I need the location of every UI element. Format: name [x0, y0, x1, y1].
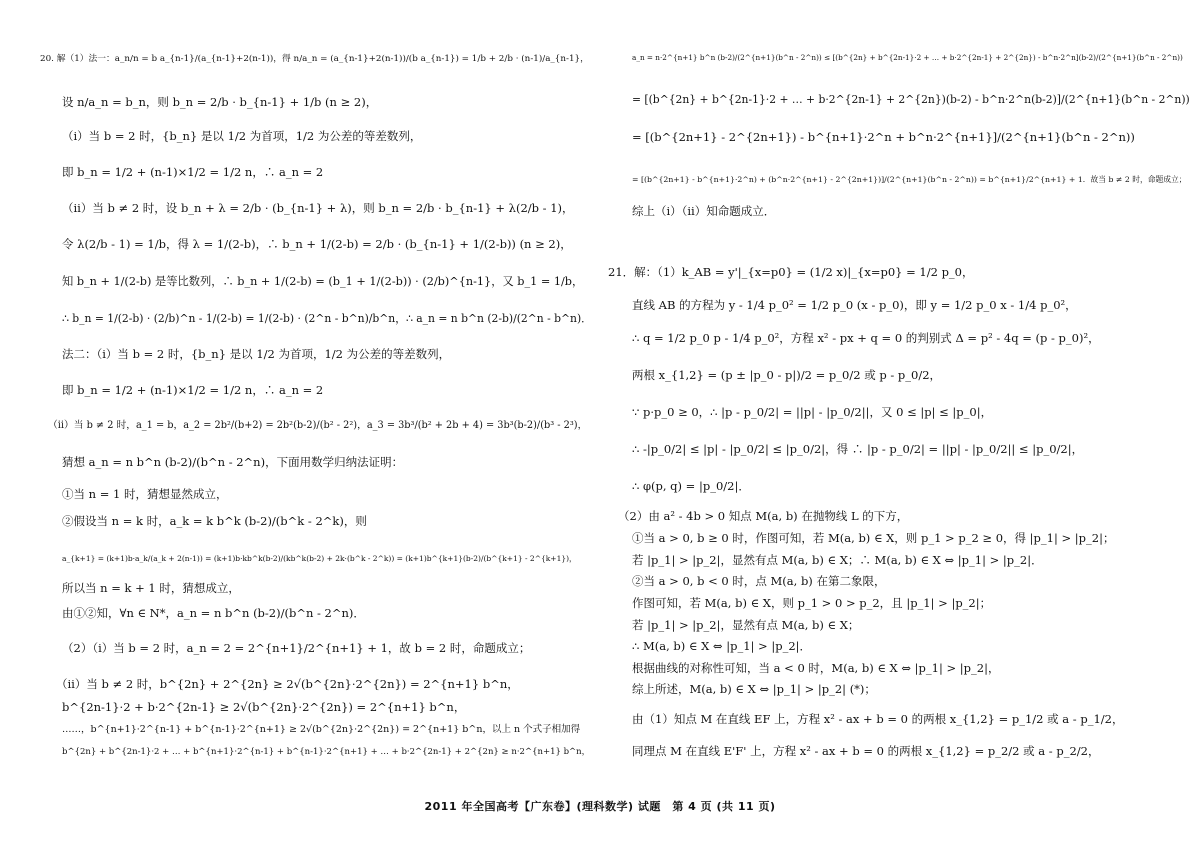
text-line: = [(b^{2n+1} - b^{n+1}·2^n) + (b^n·2^{n+1} - 2^{2n+1})]/(2^{n+1}(b^n - 2^n)) = b^{n+1}/2^{n+1} + 1．故当 b ≠ 2 时，命题成立；: [632, 175, 1187, 184]
text-line: 即 b_n = 1/2 + (n-1)×1/2 = 1/2 n，∴ a_n = 2: [62, 165, 324, 179]
text-line: = [(b^{2n+1} - 2^{2n+1}) - b^{n+1}·2^n + b^n·2^{n+1}]/(2^{n+1}(b^n - 2^n)): [632, 130, 1135, 144]
text-line: 直线 AB 的方程为 y - 1/4 p_0² = 1/2 p_0 (x - p_0)，即 y = 1/2 p_0 x - 1/4 p_0²，: [632, 298, 1077, 312]
text-line: 综上所述，M(a, b) ∈ X ⇔ |p_1| > |p_2| (*)；: [632, 682, 876, 696]
text-line: 作图可知，若 M(a, b) ∈ X，则 p_1 > 0 > p_2，且 |p_1| > |p_2|；: [632, 596, 992, 610]
text-line: ②假设当 n = k 时，a_k = k b^k (b-2)/(b^k - 2^k)，则: [62, 514, 367, 528]
text-line: 由（1）知点 M 在直线 EF 上，方程 x² - ax + b = 0 的两根 x_{1,2} = p_1/2 或 a - p_1/2，: [632, 712, 1124, 726]
text-line: （ⅱ）当 b ≠ 2 时，a_1 = b，a_2 = 2b²/(b+2) = 2b²(b-2)/(b² - 2²)，a_3 = 3b³/(b² + 2b + 4) = 3b³(b-2)/(b³ - 2³)，: [48, 420, 588, 431]
text-line: 同理点 M 在直线 E'F' 上，方程 x² - ax + b = 0 的两根 x_{1,2} = p_2/2 或 a - p_2/2，: [632, 744, 1100, 758]
text-line: ①当 n = 1 时，猜想显然成立，: [62, 487, 228, 501]
text-line: = [(b^{2n} + b^{2n-1}·2 + … + b·2^{2n-1} + 2^{2n})(b-2) - b^n·2^n(b-2)]/(2^{n+1}(b^n - 2^n)): [632, 93, 1190, 106]
text-line: 20. 解（1）法一：a_n/n = b a_{n-1}/(a_{n-1}+2(n-1))，得 n/a_n = (a_{n-1}+2(n-1))/(b a_{n-1}) = 1/b + 2/b · (n-1)/a_{n-1}，: [40, 54, 589, 64]
text-line: ……，b^{n+1}·2^{n-1} + b^{n-1}·2^{n+1} ≥ 2√(b^{2n}·2^{2n}) = 2^{n+1} b^n，以上 n 个式子相加得: [62, 724, 581, 735]
text-line: ∴ b_n = 1/(2-b) · (2/b)^n - 1/(2-b) = 1/(2-b) · (2^n - b^n)/b^n，∴ a_n = n b^n (2-b)/(2^n - b^n)．: [62, 312, 592, 325]
text-line: b^{2n-1}·2 + b·2^{2n-1} ≥ 2√(b^{2n}·2^{2n}) = 2^{n+1} b^n，: [62, 700, 466, 714]
text-line: ∴ φ(p, q) = |p_0/2|．: [632, 479, 750, 493]
text-line: a_{k+1} = (k+1)b·a_k/(a_k + 2(n-1)) = (k+1)b·kb^k(b-2)/(kb^k(b-2) + 2k·(b^k - 2^k)) = (k+1)b^{k+1}(b-2)/(b^{k+1} - 2^{k+1})，: [62, 554, 577, 563]
text-line: 综上（ⅰ）（ⅱ）知命题成立．: [632, 204, 776, 218]
text-line: （ⅱ）当 b ≠ 2 时，设 b_n + λ = 2/b · (b_{n-1} + λ)，则 b_n = 2/b · b_{n-1} + λ(2/b - 1)，: [62, 201, 574, 215]
text-line: 两根 x_{1,2} = (p ± |p_0 - p|)/2 = p_0/2 或 p - p_0/2，: [632, 368, 942, 382]
text-line: 根据曲线的对称性可知，当 a < 0 时，M(a, b) ∈ X ⇔ |p_1| > |p_2|，: [632, 661, 1000, 675]
text-line: （2）由 a² - 4b > 0 知点 M(a, b) 在抛物线 L 的下方，: [618, 509, 909, 523]
text-line: 若 |p_1| > |p_2|，显然有点 M(a, b) ∈ X；∴ M(a, b) ∈ X ⇔ |p_1| > |p_2|．: [632, 553, 1043, 567]
text-line: ②当 a > 0, b < 0 时，点 M(a, b) 在第二象限，: [632, 574, 886, 588]
text-line: 即 b_n = 1/2 + (n-1)×1/2 = 1/2 n，∴ a_n = 2: [62, 383, 324, 397]
text-line: 法二：（ⅰ）当 b = 2 时，{b_n} 是以 1/2 为首项，1/2 为公差的等差数列，: [62, 347, 451, 361]
text-line: ∴ M(a, b) ∈ X ⇔ |p_1| > |p_2|．: [632, 639, 812, 653]
text-line: 若 |p_1| > |p_2|，显然有点 M(a, b) ∈ X；: [632, 618, 860, 632]
text-line: 所以当 n = k + 1 时，猜想成立，: [62, 581, 240, 595]
page-footer: 2011 年全国高考【广东卷】(理科数学) 试题 第 4 页 (共 11 页): [424, 800, 776, 813]
text-line: 21．解：（1）k_AB = y'|_{x=p0} = (1/2 x)|_{x=p0} = 1/2 p_0，: [608, 265, 974, 279]
text-line: 设 n/a_n = b_n，则 b_n = 2/b · b_{n-1} + 1/b (n ≥ 2)，: [62, 95, 378, 109]
text-line: （2）（ⅰ）当 b = 2 时，a_n = 2 = 2^{n+1}/2^{n+1} + 1，故 b = 2 时，命题成立；: [62, 641, 531, 655]
text-line: ∴ q = 1/2 p_0 p - 1/4 p_0²，方程 x² - px + q = 0 的判别式 Δ = p² - 4q = (p - p_0)²，: [632, 331, 1100, 345]
text-line: ①当 a > 0, b ≥ 0 时，作图可知，若 M(a, b) ∈ X，则 p_1 > p_2 ≥ 0，得 |p_1| > |p_2|；: [632, 531, 1115, 545]
text-line: b^{2n} + b^{2n-1}·2 + … + b^{n+1}·2^{n-1} + b^{n-1}·2^{n+1} + … + b·2^{2n-1} + 2^{2n} ≥ n·2^{n+1} b^n，: [62, 747, 591, 757]
right-column: [600, 0, 1200, 849]
text-line: 令 λ(2/b - 1) = 1/b，得 λ = 1/(2-b)，∴ b_n + 1/(2-b) = 2/b · (b_{n-1} + 1/(2-b)) (n ≥ 2)，: [62, 237, 572, 251]
text-line: 猜想 a_n = n b^n (b-2)/(b^n - 2^n)，下面用数学归纳法证明：: [62, 455, 404, 469]
text-line: 由①②知，∀n ∈ N*，a_n = n b^n (b-2)/(b^n - 2^n)．: [62, 606, 365, 620]
text-line: （ⅰ）当 b = 2 时，{b_n} 是以 1/2 为首项，1/2 为公差的等差数列，: [62, 129, 422, 143]
text-line: （ⅱ）当 b ≠ 2 时，b^{2n} + 2^{2n} ≥ 2√(b^{2n}·2^{2n}) = 2^{n+1} b^n，: [56, 677, 519, 691]
text-line: 知 b_n + 1/(2-b) 是等比数列，∴ b_n + 1/(2-b) = (b_1 + 1/(2-b)) · (2/b)^{n-1}，又 b_1 = 1/b，: [62, 275, 584, 288]
text-line: ∴ -|p_0/2| ≤ |p| - |p_0/2| ≤ |p_0/2|，得 ∴ |p - p_0/2| = ||p| - |p_0/2|| ≤ |p_0/2|，: [632, 442, 1084, 456]
text-line: a_n = n·2^{n+1} b^n (b-2)/(2^{n+1}(b^n - 2^n)) ≤ [(b^{2n} + b^{2n-1}·2 + … + b·2^{2n-1} + 2^{2n}) - b^n·2^n](b-2)/(2^{n+1}(b^n - 2^n)): [632, 53, 1183, 62]
text-line: ∵ p·p_0 ≥ 0，∴ |p - p_0/2| = ||p| - |p_0/2||，又 0 ≤ |p| ≤ |p_0|，: [632, 405, 993, 419]
